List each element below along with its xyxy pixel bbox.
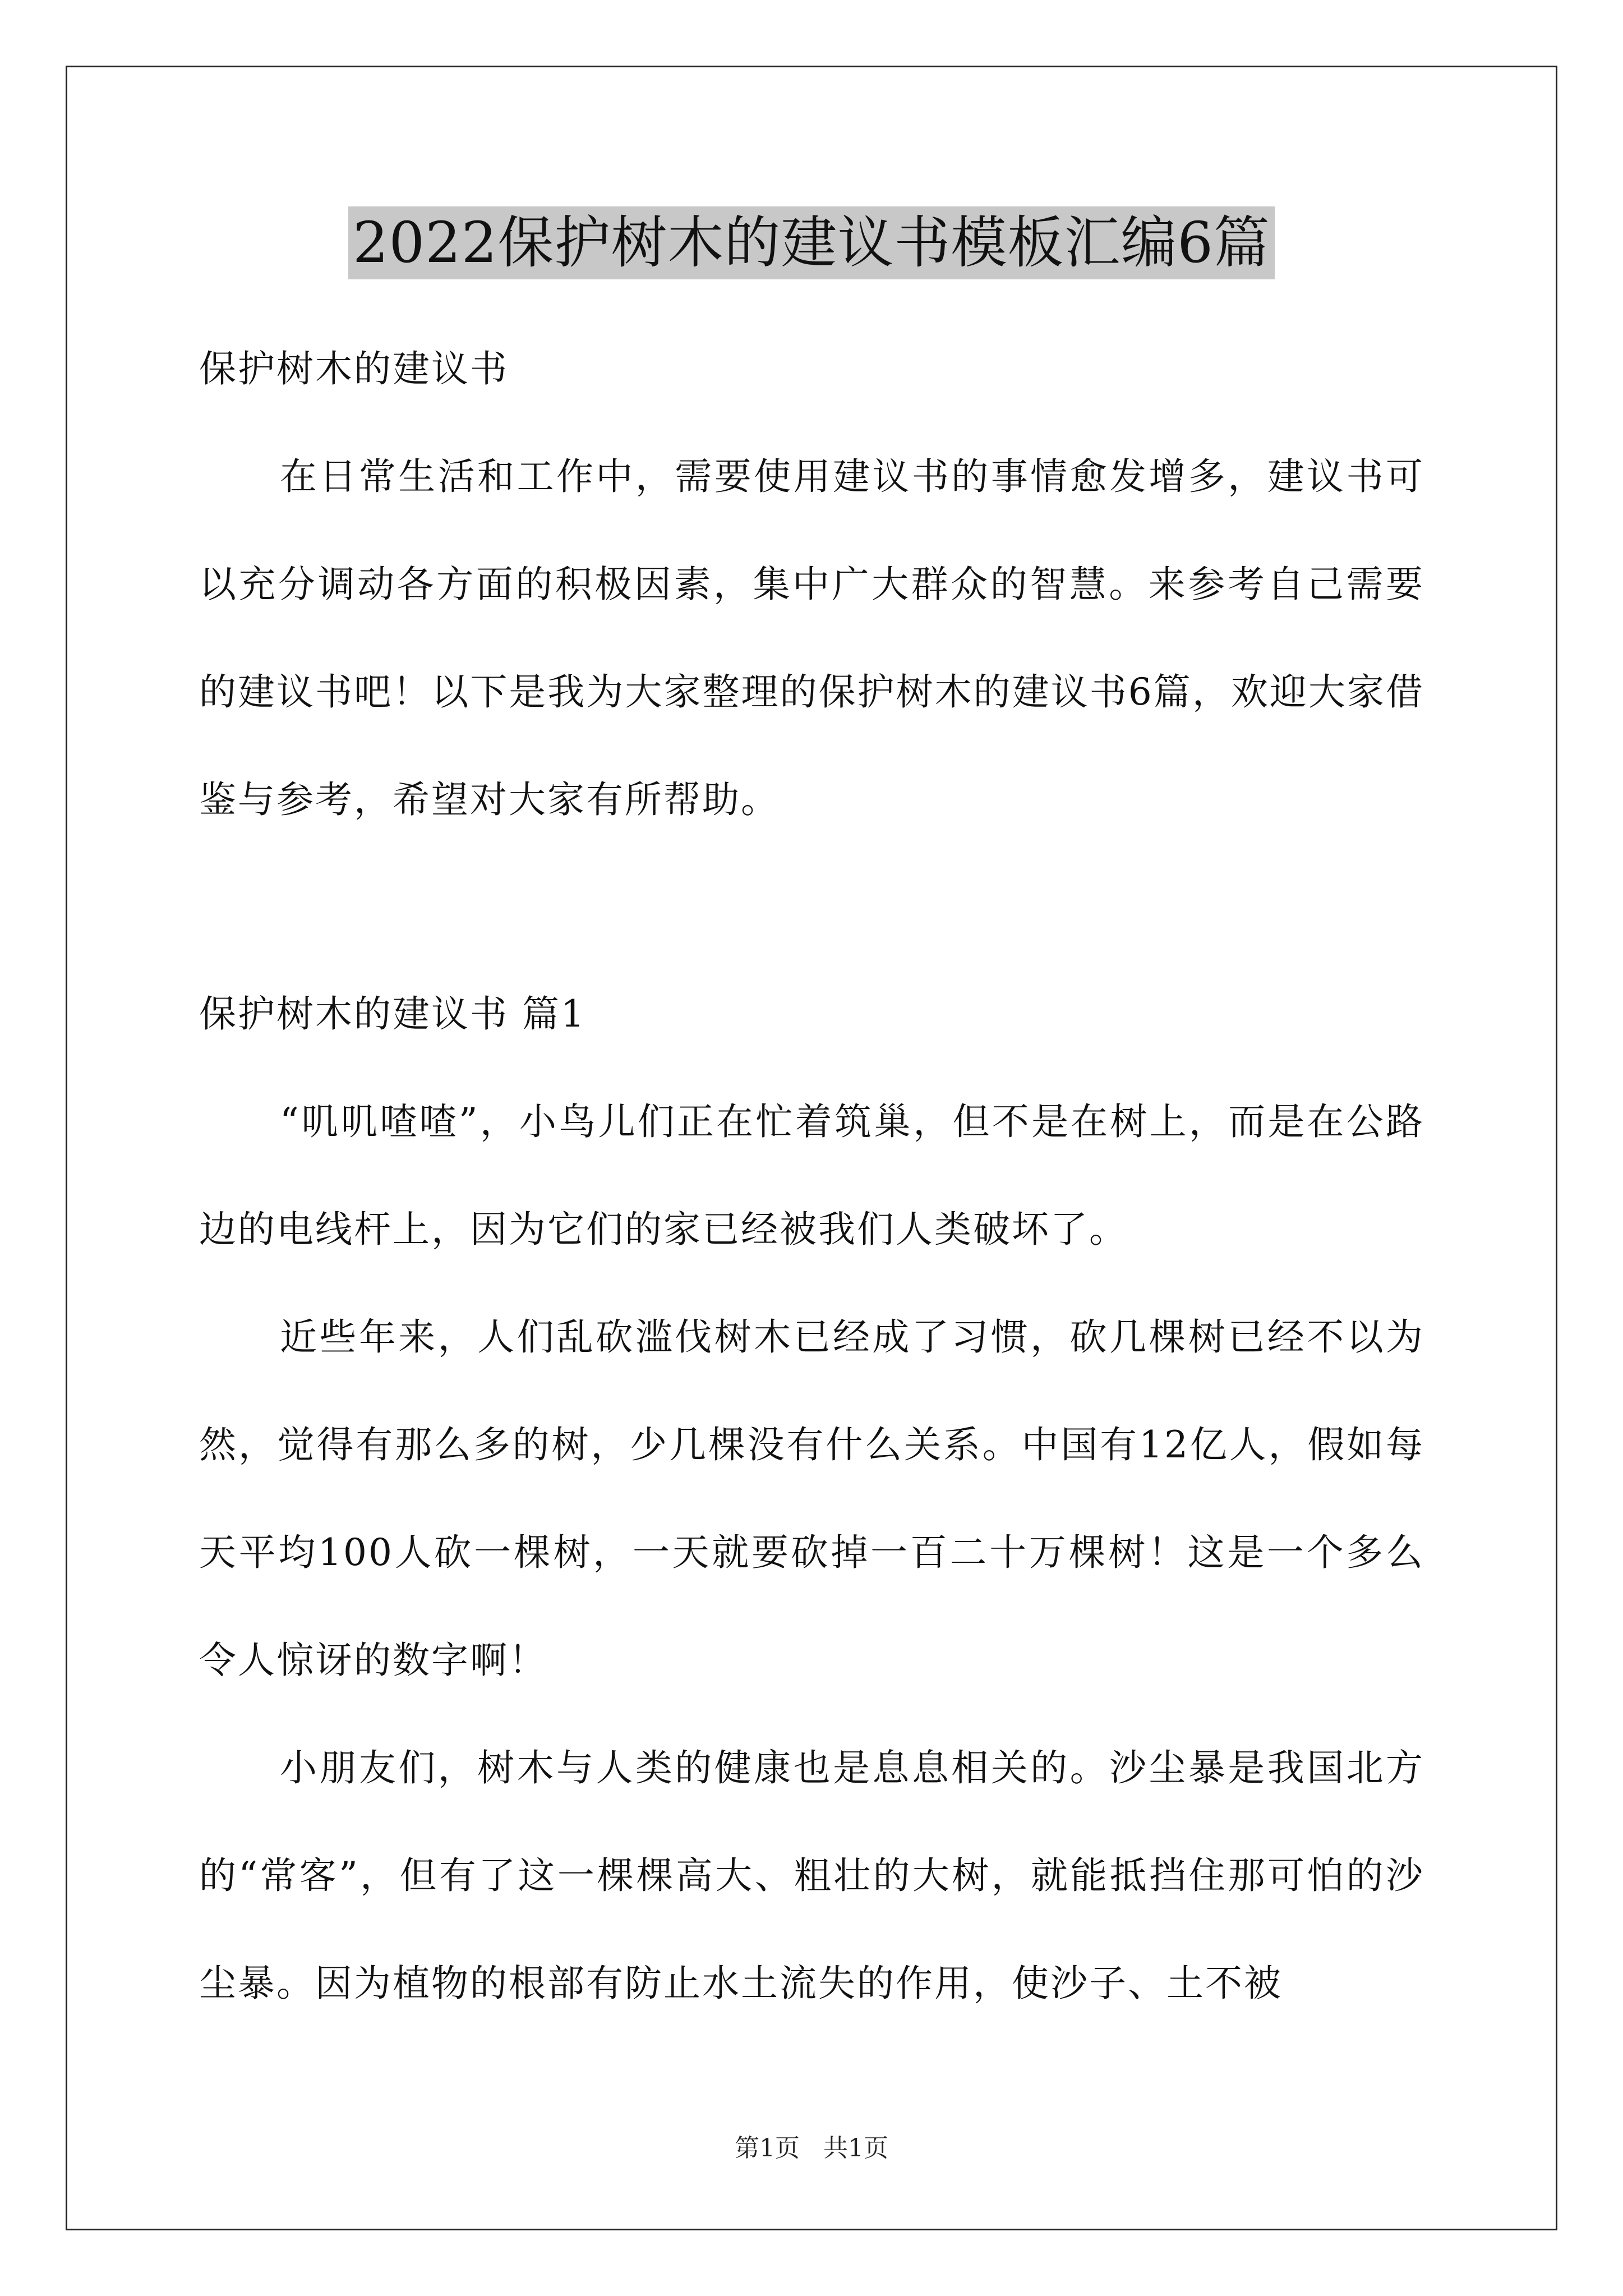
title-container — [0, 206, 1623, 279]
section1-paragraph-1: “叽叽喳喳”，小鸟儿们正在忙着筑巢，但不是在树上，而是在公路边的电线杆上，因为它们的家已经被我们人类破坏了。 — [199, 1100, 1424, 1251]
page-number: 第1页 共1页 — [735, 2134, 888, 2162]
section1-heading: 保护树木的建议书 篇1 — [199, 992, 586, 1036]
section-gap — [199, 854, 1424, 960]
page-footer — [0, 2132, 1623, 2165]
section1-paragraph-2: 近些年来，人们乱砍滥伐树木已经成了习惯，砍几棵树已经不以为然，觉得有那么多的树，少几棵没有什么关系。中国有12亿人，假如每天平均100人砍一棵树，一天就要砍掉一百二十万棵树！这是一个多么令人惊讶的数字啊！ — [199, 1315, 1424, 1682]
intro-heading: 保护树木的建议书 — [199, 347, 509, 390]
section1-paragraph-3: 小朋友们，树木与人类的健康也是息息相关的。沙尘暴是我国北方的“常客”，但有了这一棵棵高大、粗壮的大树，就能抵挡住那可怕的沙尘暴。因为植物的根部有防止水土流失的作用，使沙子、土不被 — [199, 1746, 1424, 2005]
intro-paragraph: 在日常生活和工作中，需要使用建议书的事情愈发增多，建议书可以充分调动各方面的积极因素，集中广大群众的智慧。来参考自己需要的建议书吧！以下是我为大家整理的保护树木的建议书6篇，欢迎大家借鉴与参考，希望对大家有所帮助。 — [199, 455, 1424, 821]
document-body — [199, 315, 1424, 2037]
document-title: 2022保护树木的建议书模板汇编6篇 — [348, 206, 1275, 279]
